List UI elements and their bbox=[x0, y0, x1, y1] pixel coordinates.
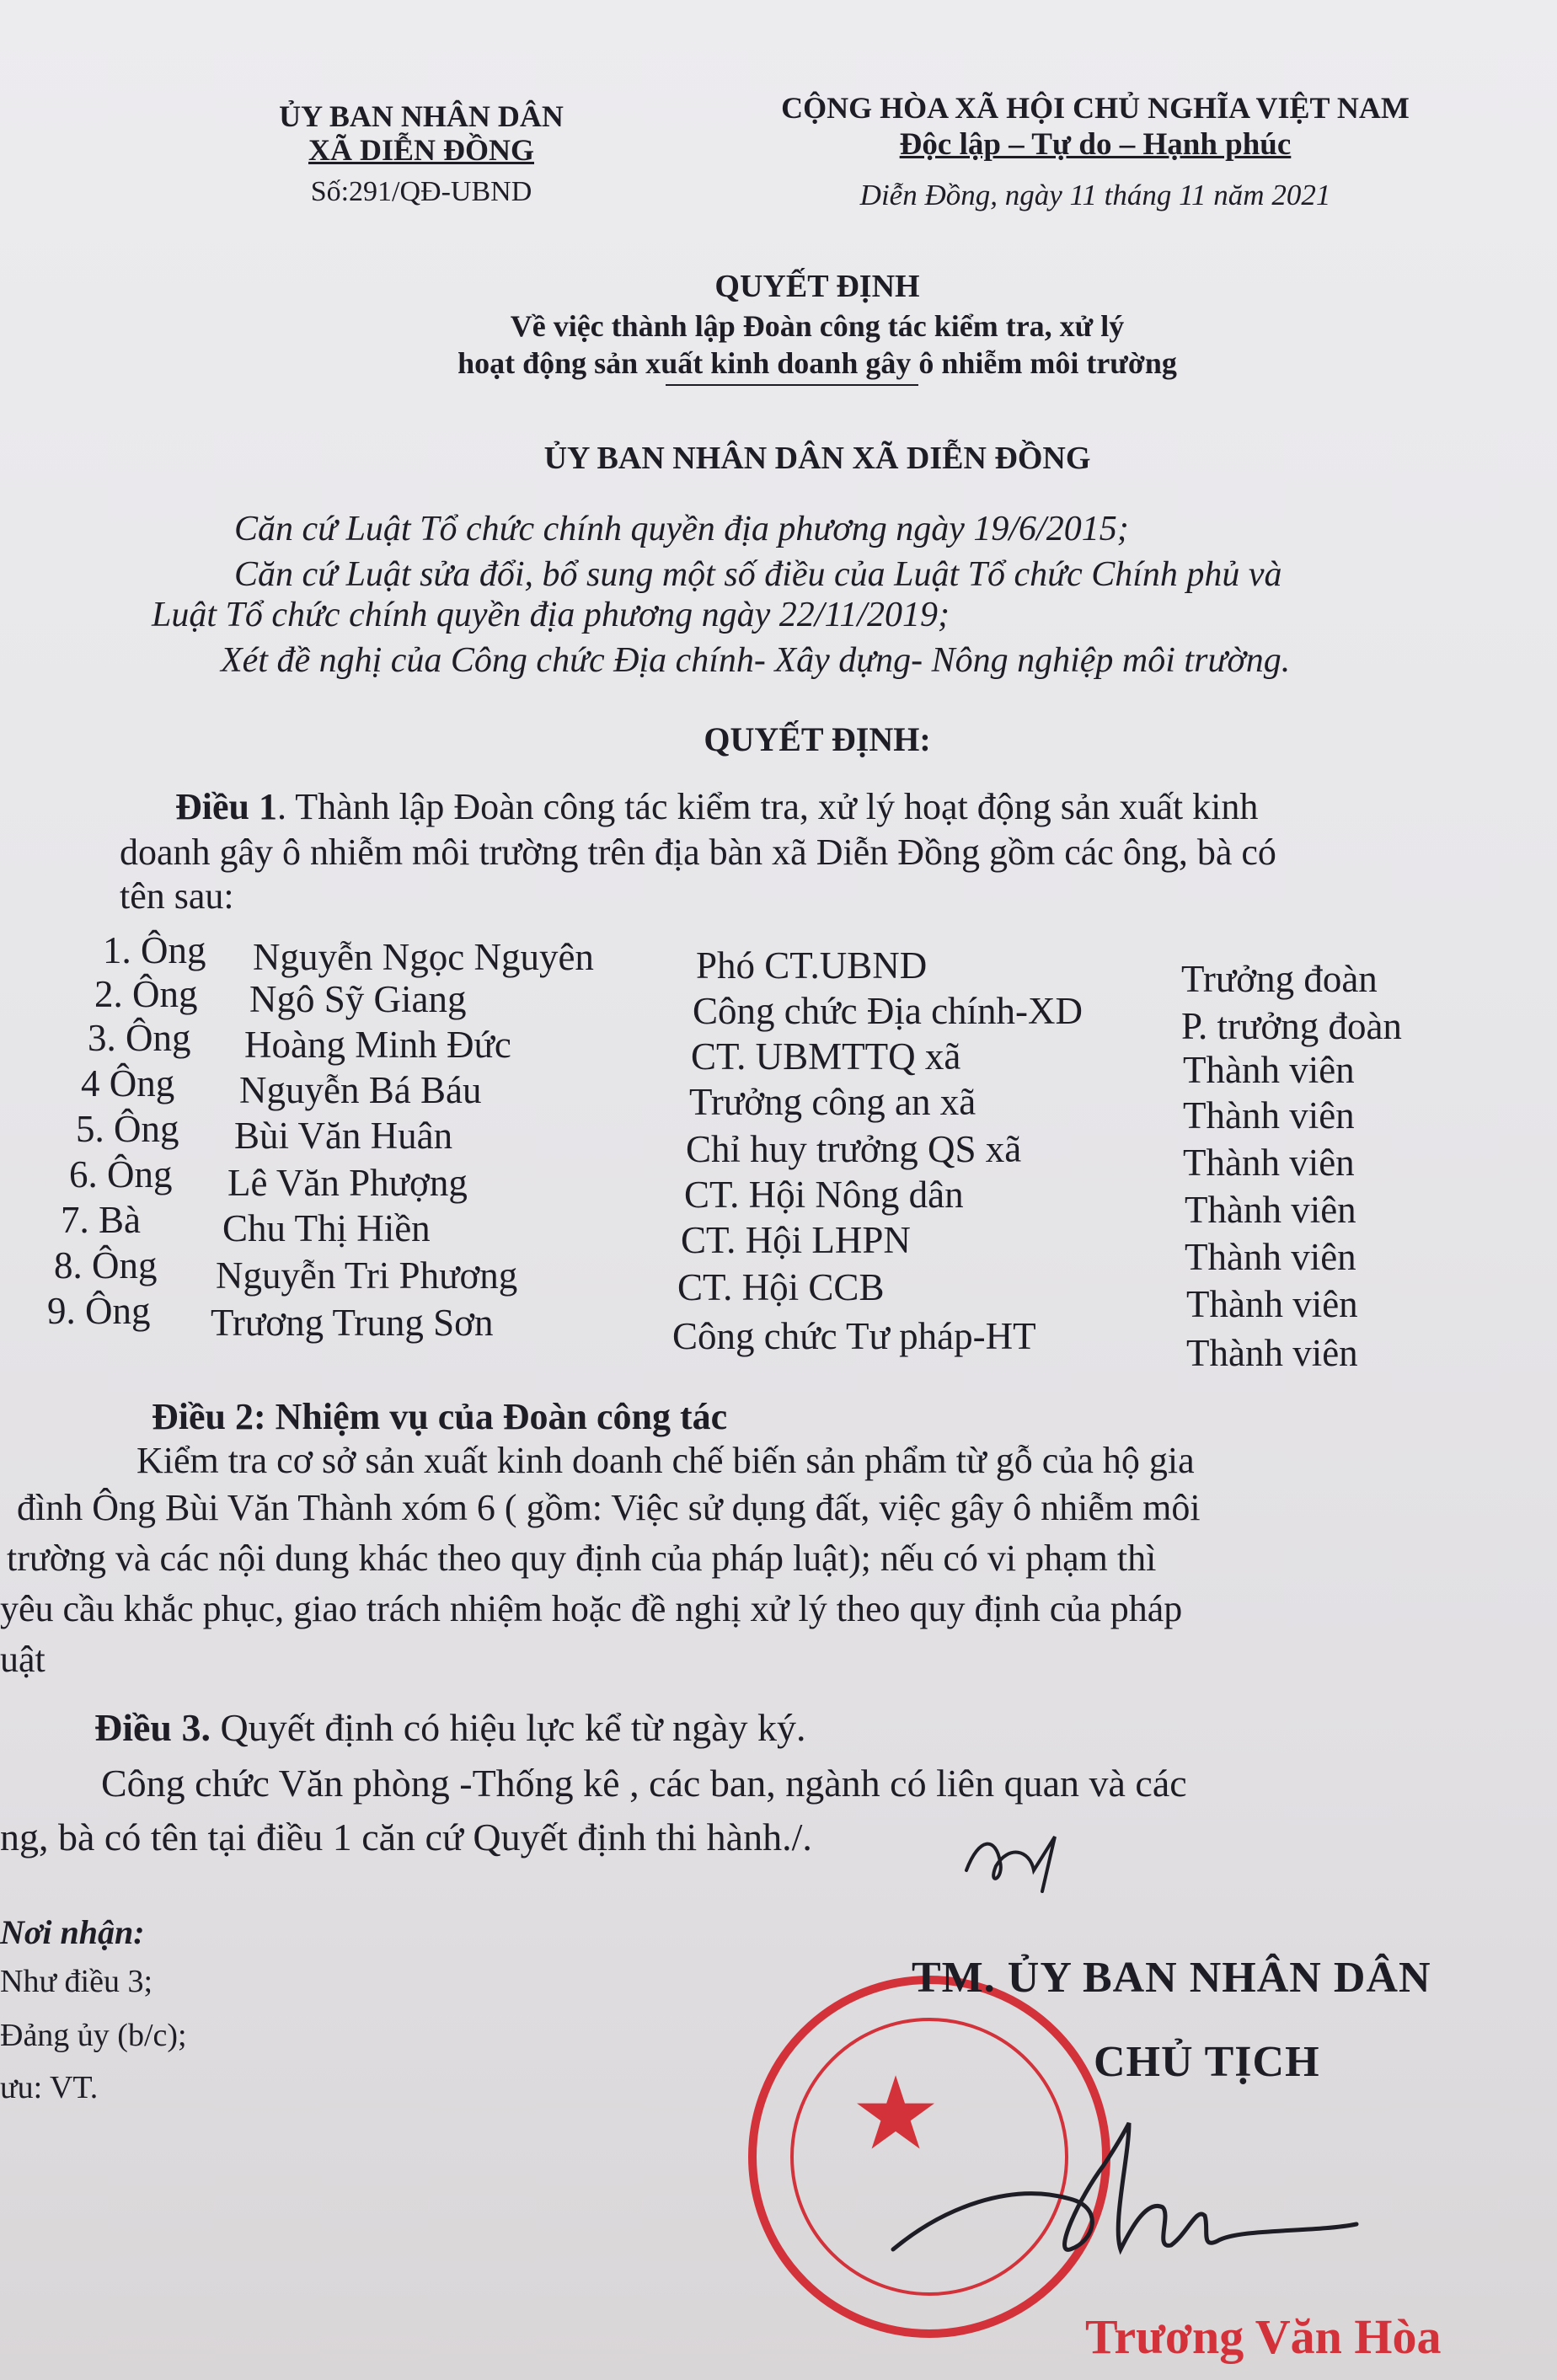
member-1-name: Nguyễn Ngọc Nguyên bbox=[253, 936, 594, 978]
member-5-no: 5. Ông bbox=[76, 1108, 179, 1150]
member-9-no: 9. Ông bbox=[47, 1290, 151, 1332]
member-2-no: 2. Ông bbox=[94, 973, 198, 1015]
article2-line5: uật bbox=[0, 1639, 45, 1680]
basis-line2: Căn cứ Luật sửa đổi, bổ sung một số điều của Luật Tổ chức Chính phủ và bbox=[234, 555, 1282, 594]
member-3-no: 3. Ông bbox=[88, 1017, 191, 1059]
country-name: CỘNG HÒA XÃ HỘI CHỦ NGHĨA VIỆT NAM bbox=[781, 91, 1410, 125]
article2-line2: đình Ông Bùi Văn Thành xóm 6 ( gồm: Việc sử dụng đất, việc gây ô nhiễm môi bbox=[17, 1487, 1201, 1528]
member-8-position: CT. Hội CCB bbox=[677, 1266, 885, 1308]
star-icon: ★ bbox=[850, 2058, 941, 2170]
article1-label: Điều 1 bbox=[175, 786, 277, 827]
member-4-no: 4 Ông bbox=[81, 1062, 175, 1104]
org-name-line1: ỦY BAN NHÂN DÂN bbox=[279, 99, 564, 133]
member-4-position: Trưởng công an xã bbox=[689, 1081, 976, 1123]
member-6-role: Thành viên bbox=[1185, 1189, 1356, 1231]
article2-heading: Điều 2: Nhiệm vụ của Đoàn công tác bbox=[152, 1396, 728, 1437]
header-right bbox=[674, 89, 1517, 214]
member-6-no: 6. Ông bbox=[69, 1153, 173, 1195]
member-1-role: Trưởng đoàn bbox=[1181, 958, 1378, 1000]
decision-heading: QUYẾT ĐỊNH: bbox=[704, 720, 931, 758]
member-9-position: Công chức Tư pháp-HT bbox=[672, 1315, 1036, 1357]
member-2-role: P. trưởng đoàn bbox=[1181, 1005, 1402, 1047]
recipient-2: Đảng ủy (b/c); bbox=[0, 2018, 187, 2053]
member-2-name: Ngô Sỹ Giang bbox=[249, 978, 467, 1020]
member-4-name: Nguyễn Bá Báu bbox=[239, 1069, 482, 1111]
member-5-role: Thành viên bbox=[1183, 1142, 1355, 1184]
member-6-position: CT. Hội Nông dân bbox=[684, 1174, 964, 1216]
signer-name: Trương Văn Hòa bbox=[1085, 2309, 1442, 2364]
document-heading: QUYẾT ĐỊNH bbox=[714, 269, 920, 304]
place-date: Diễn Đồng, ngày 11 tháng 11 năm 2021 bbox=[859, 179, 1331, 211]
member-7-position: CT. Hội LHPN bbox=[681, 1219, 911, 1261]
article3-line2: Công chức Văn phòng -Thống kê , các ban, ngành có liên quan và các bbox=[101, 1762, 1187, 1805]
member-3-name: Hoàng Minh Đức bbox=[244, 1024, 511, 1066]
national-motto: Độc lập – Tự do – Hạnh phúc bbox=[899, 127, 1292, 162]
member-8-no: 8. Ông bbox=[54, 1244, 158, 1286]
member-4-role: Thành viên bbox=[1183, 1094, 1355, 1137]
issuing-authority: ỦY BAN NHÂN DÂN XÃ DIỄN ĐỒNG bbox=[543, 441, 1091, 476]
member-8-role: Thành viên bbox=[1186, 1283, 1358, 1325]
member-7-no: 7. Bà bbox=[61, 1199, 141, 1241]
subject-line1: Về việc thành lập Đoàn công tác kiểm tra, xử lý bbox=[510, 309, 1125, 343]
member-9-name: Trương Trung Sơn bbox=[211, 1302, 494, 1344]
member-3-role: Thành viên bbox=[1183, 1049, 1355, 1091]
recipients-heading: Nơi nhận: bbox=[0, 1913, 145, 1951]
recipient-1: Như điều 3; bbox=[0, 1964, 153, 1999]
basis-line1: Căn cứ Luật Tổ chức chính quyền địa phương ngày 19/6/2015; bbox=[234, 510, 1129, 548]
article3-label: Điều 3. bbox=[94, 1706, 211, 1749]
subject-underline bbox=[666, 384, 918, 386]
article3-line1 bbox=[94, 1705, 806, 1750]
basis-line3: Luật Tổ chức chính quyền địa phương ngày 22/11/2019; bbox=[152, 596, 950, 634]
document-number: Số:291/QĐ-UBND bbox=[310, 176, 532, 207]
subject-line2: hoạt động sản xuất kinh doanh gây ô nhiễm môi trường bbox=[457, 346, 1177, 380]
article3-line3: ng, bà có tên tại điều 1 căn cứ Quyết định thi hành./. bbox=[0, 1816, 812, 1859]
member-6-name: Lê Văn Phượng bbox=[227, 1162, 468, 1204]
signature-line1: TM. ỦY BAN NHÂN DÂN bbox=[912, 1954, 1431, 2002]
member-7-name: Chu Thị Hiền bbox=[222, 1207, 431, 1249]
member-1-position: Phó CT.UBND bbox=[696, 944, 928, 987]
handwritten-signature bbox=[876, 2106, 1365, 2275]
member-7-role: Thành viên bbox=[1185, 1236, 1356, 1278]
article1-line3: tên sau: bbox=[120, 875, 234, 917]
member-9-role: Thành viên bbox=[1186, 1332, 1358, 1374]
article1-text: . Thành lập Đoàn công tác kiểm tra, xử lý hoạt động sản xuất kinh bbox=[277, 786, 1259, 827]
article2-line3: trường và các nội dung khác theo quy định của pháp luật); nếu có vi phạm thì bbox=[7, 1538, 1157, 1579]
article2-line1: Kiểm tra cơ sở sản xuất kinh doanh chế biến sản phẩm từ gỗ của hộ gia bbox=[136, 1440, 1195, 1481]
org-name-line2: XÃ DIỄN ĐỒNG bbox=[308, 133, 534, 167]
header-left bbox=[194, 99, 649, 209]
member-1-no: 1. Ông bbox=[103, 929, 206, 971]
basis-line4: Xét đề nghị của Công chức Địa chính- Xây dựng- Nông nghiệp môi trường. bbox=[221, 641, 1291, 680]
article1-line2: doanh gây ô nhiễm môi trường trên địa bàn xã Diễn Đồng gồm các ông, bà có bbox=[120, 832, 1276, 873]
article2-line4: yêu cầu khắc phục, giao trách nhiệm hoặc đề nghị xử lý theo quy định của pháp bbox=[0, 1588, 1183, 1629]
article3-text: Quyết định có hiệu lực kể từ ngày ký. bbox=[211, 1706, 806, 1749]
member-3-position: CT. UBMTTQ xã bbox=[691, 1035, 961, 1078]
member-2-position: Công chức Địa chính-XD bbox=[693, 990, 1083, 1032]
initials-signature bbox=[962, 1828, 1089, 1896]
recipient-3: ưu: VT. bbox=[0, 2070, 99, 2105]
article1-line1 bbox=[175, 785, 1258, 828]
signature-line2: CHỦ TỊCH bbox=[1094, 2038, 1320, 2086]
member-5-name: Bùi Văn Huân bbox=[234, 1115, 453, 1157]
member-5-position: Chỉ huy trưởng QS xã bbox=[686, 1128, 1022, 1170]
member-8-name: Nguyễn Tri Phương bbox=[216, 1254, 518, 1297]
